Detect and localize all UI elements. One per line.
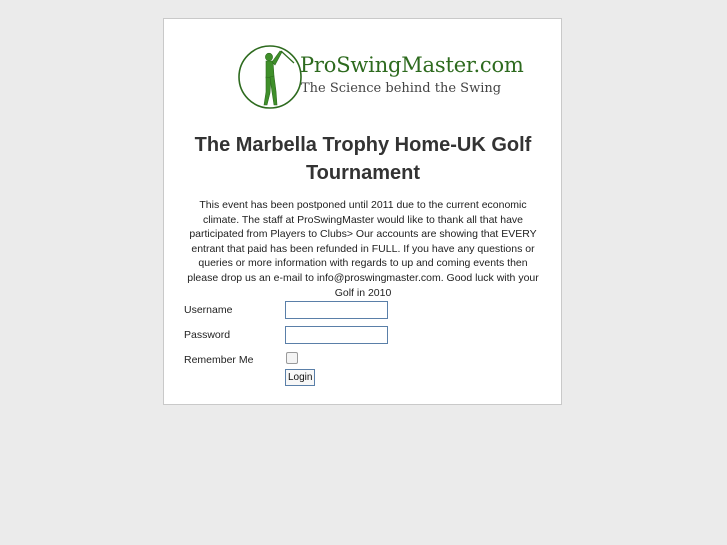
announcement-text: This event has been postponed until 2011 due to the current economic climate. The staff at ProSwingMaster would like to thank all that have participated from Players to Clubs> Our accounts are showing that EVERY entrant that paid has been refunded in FULL. If you have any questions or queries or more information with regards to up and coming events then please drop us an e-mail to info@proswingmaster.com. Good luck with your Golf in 2010 [187, 199, 539, 299]
username-label: Username [184, 304, 233, 316]
logo-name: ProSwingMaster.com [300, 53, 524, 77]
remember-me-label: Remember Me [184, 354, 254, 366]
login-card [163, 18, 562, 405]
logo-tagline: The Science behind the Swing [301, 81, 502, 96]
username-input[interactable] [285, 301, 388, 319]
golfer-logo-icon [236, 43, 304, 111]
password-label: Password [184, 329, 231, 341]
site-logo [236, 43, 524, 111]
password-input[interactable] [285, 326, 388, 344]
remember-me-checkbox[interactable] [286, 352, 298, 364]
login-button[interactable]: Login [285, 369, 315, 386]
page-title: The Marbella Trophy Home-UK Golf Tournament [194, 134, 532, 184]
